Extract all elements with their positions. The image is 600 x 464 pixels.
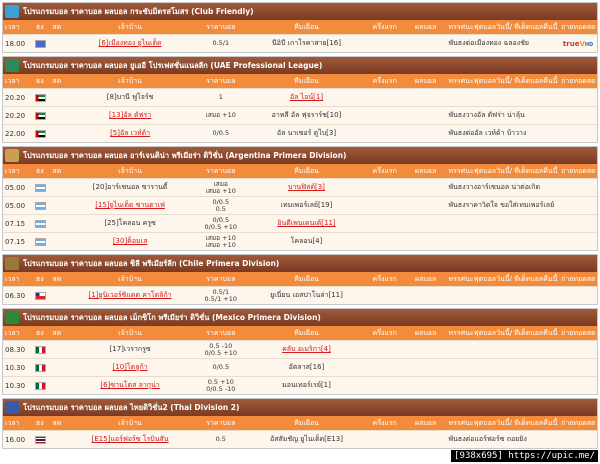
- column-header-row: [3, 164, 597, 178]
- away-team-cell: [248, 218, 365, 229]
- mexico-flag: [35, 346, 46, 354]
- match-row: [3, 286, 597, 304]
- odds-value: 0.5: [215, 204, 226, 213]
- match-row: [3, 358, 597, 376]
- away-team-cell: [248, 38, 365, 49]
- league-header[interactable]: [3, 3, 597, 20]
- match-time: 07.15: [5, 219, 26, 228]
- league-header[interactable]: [3, 57, 597, 74]
- column-sign-header: ธง: [36, 418, 44, 427]
- flag-cell: [33, 436, 47, 444]
- uae-league-icon: [5, 59, 19, 72]
- column-res-header: ผลบอล: [414, 76, 437, 85]
- column-sign-header: ธง: [36, 166, 44, 175]
- match-row: [3, 214, 597, 232]
- argentina-flag: [35, 220, 46, 228]
- odds-cell: [193, 289, 248, 303]
- league-section: [2, 146, 598, 251]
- column-header-row: [3, 74, 597, 88]
- away-team: ยูเนี่ยน เอสปาโนล่า[11]: [270, 291, 343, 299]
- column-live-header: ถ่ายทอดสด: [561, 418, 596, 427]
- odds-stack: [195, 436, 246, 443]
- league-header[interactable]: [3, 147, 597, 164]
- logo-text-hd: HD: [584, 41, 594, 48]
- odds-stack: [195, 217, 246, 231]
- flag-cell: [33, 184, 47, 192]
- home-team[interactable]: [E15]แอร์ฟอร์ซ โรบินสัน: [91, 435, 169, 443]
- match-time: 16.00: [5, 435, 26, 444]
- column-odds-header: ราคาบอล: [206, 166, 236, 175]
- column-pred-header: ทรรศนะฟุตบอลวันนี้/ ทีเด็ดบอลคืนนี้: [448, 166, 558, 175]
- column-home-header: เจ้าบ้าน: [118, 274, 142, 283]
- away-team: เทมเพอร์เลย์[19]: [280, 201, 333, 209]
- home-team-cell: [67, 290, 194, 301]
- column-res-header: ผลบอล: [414, 418, 437, 427]
- home-team: [20]อาร์เซนอล ซารานดี้: [92, 183, 168, 191]
- mexico-flag: [35, 382, 46, 390]
- uae-flag: [35, 112, 46, 120]
- column-time-header: เวลา: [5, 166, 20, 175]
- column-half-header: ครึ่งแรก: [372, 76, 397, 85]
- home-team-cell: [67, 110, 194, 121]
- column-home-header: เจ้าบ้าน: [118, 328, 142, 337]
- home-team: [8]บานี ฟูโจร์ช: [106, 93, 154, 101]
- odds-stack: [195, 364, 246, 371]
- prediction-text: พันธงวางอัล ดัฟร่า น่าลุ้น: [448, 111, 525, 119]
- home-team-cell: [67, 38, 194, 49]
- flag-cell: [33, 382, 47, 390]
- odds-value: 0/0.5: [212, 130, 230, 137]
- column-sign-header: ธง: [36, 274, 44, 283]
- prediction-text: พันธงต่ออัล เวห์ด้า บ้าวาง: [448, 129, 527, 137]
- away-team: อัตลาส[16]: [288, 363, 325, 371]
- away-team-cell: [248, 92, 365, 103]
- match-time: 10.30: [5, 363, 26, 372]
- column-odds-header: ราคาบอล: [206, 22, 236, 31]
- odds-stack: [195, 181, 246, 195]
- uae-flag: [35, 94, 46, 102]
- column-live-header: ถ่ายทอดสด: [561, 76, 596, 85]
- away-team[interactable]: คลับ อเมริกา[4]: [282, 345, 331, 353]
- column-res-header: ผลบอล: [414, 274, 437, 283]
- odds-value: 0/0.5: [212, 198, 230, 206]
- flag-cell: [33, 112, 47, 120]
- league-section: [2, 254, 598, 305]
- flag-cell: [33, 202, 47, 210]
- home-team[interactable]: [15]ยูไนเต็ด ซานตาเฟ่: [95, 201, 165, 209]
- match-row: [3, 124, 597, 142]
- column-half-header: ครึ่งแรก: [372, 22, 397, 31]
- odds-cell: [193, 379, 248, 393]
- flag-cell: [33, 238, 47, 246]
- league-header[interactable]: [3, 309, 597, 326]
- argentina-flag: [35, 238, 46, 246]
- column-half-header: ครึ่งแรก: [372, 418, 397, 427]
- football-program-table: [2, 2, 598, 452]
- match-row: [3, 340, 597, 358]
- column-sd-header: สด: [52, 166, 62, 175]
- column-live-header: ถ่ายทอดสด: [561, 166, 596, 175]
- odds-cell: [193, 40, 248, 47]
- column-odds-header: ราคาบอล: [206, 76, 236, 85]
- column-header-row: [3, 326, 597, 340]
- flag-cell: [33, 130, 47, 138]
- odds-value: เสมอ +10: [205, 186, 236, 195]
- column-header-row: [3, 272, 597, 286]
- column-header-row: [3, 416, 597, 430]
- league-section: [2, 308, 598, 395]
- odds-stack: [195, 235, 246, 249]
- fifa-flag: [35, 40, 46, 48]
- column-pred-header: ทรรศนะฟุตบอลวันนี้/ ทีเด็ดบอลคืนนี้: [448, 418, 558, 427]
- match-time: 20.20: [5, 111, 26, 120]
- away-team[interactable]: บานฟิลด์[3]: [288, 183, 325, 191]
- away-team-cell: [248, 290, 365, 301]
- truevisions-logo[interactable]: [563, 40, 593, 48]
- column-sign-header: ธง: [36, 76, 44, 85]
- home-team[interactable]: [10]โตลูก้า: [112, 363, 148, 371]
- odds-value: 0/0.5: [212, 364, 230, 371]
- column-home-header: เจ้าบ้าน: [118, 22, 142, 31]
- column-res-header: ผลบอล: [414, 166, 437, 175]
- column-live-header: ถ่ายทอดสด: [561, 274, 596, 283]
- league-title[interactable]: โปรแกรมบอล ราคาบอล ผลบอล ยูเออี โปรเฟสชั่นแนลลีก (UAE Professional League): [23, 60, 323, 70]
- league-header[interactable]: [3, 399, 597, 416]
- odds-value: 0.5 +10: [207, 378, 234, 386]
- column-away-header: ทีมเยือน: [294, 418, 319, 427]
- odds-value: เสมอ +10: [205, 112, 236, 119]
- home-team[interactable]: [1]ยูนิเวอร์ซิแดด คาโตลิก้า: [88, 291, 172, 299]
- column-pred-header: ทรรศนะฟุตบอลวันนี้/ ทีเด็ดบอลคืนนี้: [448, 76, 558, 85]
- league-header[interactable]: [3, 255, 597, 272]
- odds-value: 0/0.5 -10: [206, 384, 236, 393]
- column-res-header: ผลบอล: [414, 328, 437, 337]
- match-time: 22.00: [5, 129, 26, 138]
- column-half-header: ครึ่งแรก: [372, 166, 397, 175]
- prediction-text: พันธงราคาวิดใจ ขอใส่เทมเพอร์เลย์: [448, 201, 555, 209]
- column-odds-header: ราคาบอล: [206, 328, 236, 337]
- column-sd-header: สด: [52, 274, 62, 283]
- odds-value: 1: [218, 94, 223, 101]
- odds-stack: [195, 289, 246, 303]
- league-title[interactable]: โปรแกรมบอล ราคาบอล ผลบอล อาร์เจนติน่า พรีเมียร่า ดิวิชั่น (Argentina Primera Division): [23, 150, 347, 160]
- odds-cell: [193, 199, 248, 213]
- match-time: 20.20: [5, 93, 26, 102]
- column-res-header: ผลบอล: [414, 22, 437, 31]
- away-team: อัล นาเซอร์ ดูไบ[3]: [276, 129, 337, 137]
- argentina-league-icon: [5, 149, 19, 162]
- column-odds-header: ราคาบอล: [206, 418, 236, 427]
- match-row: [3, 196, 597, 214]
- away-team-cell: [248, 200, 365, 211]
- odds-value: 0.5: [215, 436, 226, 443]
- match-row: [3, 430, 597, 448]
- mexico-league-icon: [5, 311, 19, 324]
- column-half-header: ครึ่งแรก: [372, 274, 397, 283]
- home-team-cell: [67, 434, 194, 445]
- column-time-header: เวลา: [5, 22, 20, 31]
- home-team: [17]เวรากรูซ: [109, 345, 151, 353]
- odds-cell: [193, 436, 248, 443]
- away-team: โคลอน[4]: [290, 237, 323, 245]
- home-team-cell: [67, 92, 194, 103]
- away-team-cell: [248, 182, 365, 193]
- mexico-flag: [35, 364, 46, 372]
- match-time: 18.00: [5, 39, 26, 48]
- match-time: 07.15: [5, 237, 26, 246]
- match-time: 05.00: [5, 183, 26, 192]
- league-title[interactable]: โปรแกรมบอล ราคาบอล ผลบอล กระชับมิตรสโมสร (Club Friendly): [23, 6, 254, 16]
- away-team[interactable]: อัล ไอน์[1]: [289, 93, 324, 101]
- home-team: [25]โคลอน ครูซ: [104, 219, 156, 227]
- away-team[interactable]: อินดีเพนเดนเต้[11]: [277, 219, 336, 227]
- odds-value: 0.5 -10: [209, 342, 233, 350]
- odds-value: 0/0.5 +10: [204, 348, 237, 357]
- column-away-header: ทีมเยือน: [294, 166, 319, 175]
- odds-cell: [193, 94, 248, 101]
- prediction-text: พันธงต่อแอร์ฟอร์ซ ถอยยิง: [448, 435, 527, 443]
- image-size-watermark: [938x695] https://upic.me/: [451, 450, 598, 462]
- odds-cell: [193, 112, 248, 119]
- league-title[interactable]: โปรแกรมบอล ราคาบอล ผลบอล เม็กซิโก พรีเมียร่า ดิวิชั่น (Mexico Primera Division): [23, 312, 321, 322]
- away-team: มอนเทอร์เรย์[1]: [282, 381, 331, 389]
- column-live-header: ถ่ายทอดสด: [561, 328, 596, 337]
- flag-cell: [33, 292, 47, 300]
- home-team[interactable]: [5]อัล เวห์ด้า: [110, 129, 151, 137]
- away-team: อาหลี อัล ฟุจราร์ช[10]: [271, 111, 342, 119]
- odds-stack: [195, 130, 246, 137]
- column-away-header: ทีมเยือน: [294, 22, 319, 31]
- column-away-header: ทีมเยือน: [294, 76, 319, 85]
- odds-value: เสมอ: [213, 180, 228, 188]
- away-team: อัสสัมชัญ ยูไนเต็ด[E13]: [269, 435, 343, 443]
- away-team-cell: [248, 380, 365, 391]
- league-section: [2, 56, 598, 143]
- column-sd-header: สด: [52, 418, 62, 427]
- column-away-header: ทีมเยือน: [294, 274, 319, 283]
- match-time: 06.30: [5, 291, 26, 300]
- match-row: [3, 376, 597, 394]
- club-friendly-icon: [5, 5, 19, 18]
- match-time: 05.00: [5, 201, 26, 210]
- away-team: นีอิบี เกาโรคาสาย[16]: [271, 39, 341, 47]
- column-time-header: เวลา: [5, 328, 20, 337]
- home-team-cell: [67, 236, 194, 247]
- match-row: [3, 178, 597, 196]
- column-half-header: ครึ่งแรก: [372, 328, 397, 337]
- argentina-flag: [35, 202, 46, 210]
- column-sd-header: สด: [52, 22, 62, 31]
- thai-flag: [35, 436, 46, 444]
- logo-text-v: V: [579, 39, 585, 48]
- odds-cell: [193, 343, 248, 357]
- column-away-header: ทีมเยือน: [294, 328, 319, 337]
- away-team-cell: [248, 110, 365, 121]
- chile-flag: [35, 292, 46, 300]
- column-pred-header: ทรรศนะฟุตบอลวันนี้/ ทีเด็ดบอลคืนนี้: [448, 22, 558, 31]
- odds-value: 0/0.5 +10: [204, 222, 237, 231]
- uae-flag: [35, 130, 46, 138]
- match-row: [3, 232, 597, 250]
- league-title[interactable]: โปรแกรมบอล ราคาบอล ผลบอล ไทยดิวิชั่น2 (Thai Division 2): [23, 402, 240, 412]
- column-sd-header: สด: [52, 328, 62, 337]
- odds-stack: [195, 343, 246, 357]
- match-time: 10.30: [5, 381, 26, 390]
- odds-value: เสมอ +10: [205, 240, 236, 249]
- home-team-cell: [67, 362, 194, 373]
- column-time-header: เวลา: [5, 418, 20, 427]
- column-sign-header: ธง: [36, 328, 44, 337]
- away-team-cell: [248, 128, 365, 139]
- column-pred-header: ทรรศนะฟุตบอลวันนี้/ ทีเด็ดบอลคืนนี้: [448, 328, 558, 337]
- odds-value: 0.5/1: [212, 40, 230, 47]
- column-time-header: เวลา: [5, 76, 20, 85]
- match-time: 08.30: [5, 345, 26, 354]
- column-time-header: เวลา: [5, 274, 20, 283]
- chile-league-icon: [5, 257, 19, 270]
- odds-stack: [195, 199, 246, 213]
- column-pred-header: ทรรศนะฟุตบอลวันนี้/ ทีเด็ดบอลคืนนี้: [448, 274, 558, 283]
- thai-league-icon: [5, 401, 19, 414]
- flag-cell: [33, 94, 47, 102]
- odds-value: 0.5/1 +10: [204, 294, 237, 303]
- odds-cell: [193, 181, 248, 195]
- odds-stack: [195, 94, 246, 101]
- prediction-text: พันธงวางอาร์เซนอล น่าต่อเกิด: [448, 183, 541, 191]
- odds-value: 0/0.5: [212, 216, 230, 224]
- column-home-header: เจ้าบ้าน: [118, 418, 142, 427]
- odds-cell: [193, 217, 248, 231]
- flag-cell: [33, 40, 47, 48]
- column-header-row: [3, 20, 597, 34]
- home-team-cell: [67, 218, 194, 229]
- column-live-header: ถ่ายทอดสด: [561, 22, 596, 31]
- away-team-cell: [248, 362, 365, 373]
- league-section: [2, 2, 598, 53]
- flag-cell: [33, 346, 47, 354]
- odds-cell: [193, 130, 248, 137]
- league-title[interactable]: โปรแกรมบอล ราคาบอล ผลบอล ชิลี พรีเมียร์ลีก (Chile Primera Division): [23, 258, 280, 268]
- home-team[interactable]: [6]เมืองทอง ยูไนเต็ด: [98, 39, 162, 47]
- odds-value: เสมอ +10: [205, 234, 236, 242]
- league-section: [2, 398, 598, 449]
- odds-stack: [195, 379, 246, 393]
- home-team[interactable]: [30]ค็อมเส: [112, 237, 148, 245]
- column-home-header: เจ้าบ้าน: [118, 166, 142, 175]
- home-team-cell: [67, 182, 194, 193]
- match-row: [3, 88, 597, 106]
- logo-text-true: true: [562, 39, 580, 48]
- home-team[interactable]: [6]ซานโตส ลากูน่า: [100, 381, 160, 389]
- column-sd-header: สด: [52, 76, 62, 85]
- column-sign-header: ธง: [36, 22, 44, 31]
- match-row: [3, 34, 597, 52]
- argentina-flag: [35, 184, 46, 192]
- home-team[interactable]: [13]อัล ดัฟร่า: [108, 111, 152, 119]
- home-team-cell: [67, 380, 194, 391]
- home-team-cell: [67, 128, 194, 139]
- column-odds-header: ราคาบอล: [206, 274, 236, 283]
- odds-stack: [195, 112, 246, 119]
- column-home-header: เจ้าบ้าน: [118, 76, 142, 85]
- odds-value: 0.5/1: [212, 288, 230, 296]
- away-team-cell: [248, 344, 365, 355]
- away-team-cell: [248, 236, 365, 247]
- odds-stack: [195, 40, 246, 47]
- home-team-cell: [67, 200, 194, 211]
- odds-cell: [193, 235, 248, 249]
- away-team-cell: [248, 434, 365, 445]
- flag-cell: [33, 220, 47, 228]
- home-team-cell: [67, 344, 194, 355]
- flag-cell: [33, 364, 47, 372]
- live-broadcast-cell: [559, 40, 597, 48]
- odds-cell: [193, 364, 248, 371]
- prediction-text: พันธงต่อเมืองทอง ฉลองชัย: [448, 39, 529, 47]
- match-row: [3, 106, 597, 124]
